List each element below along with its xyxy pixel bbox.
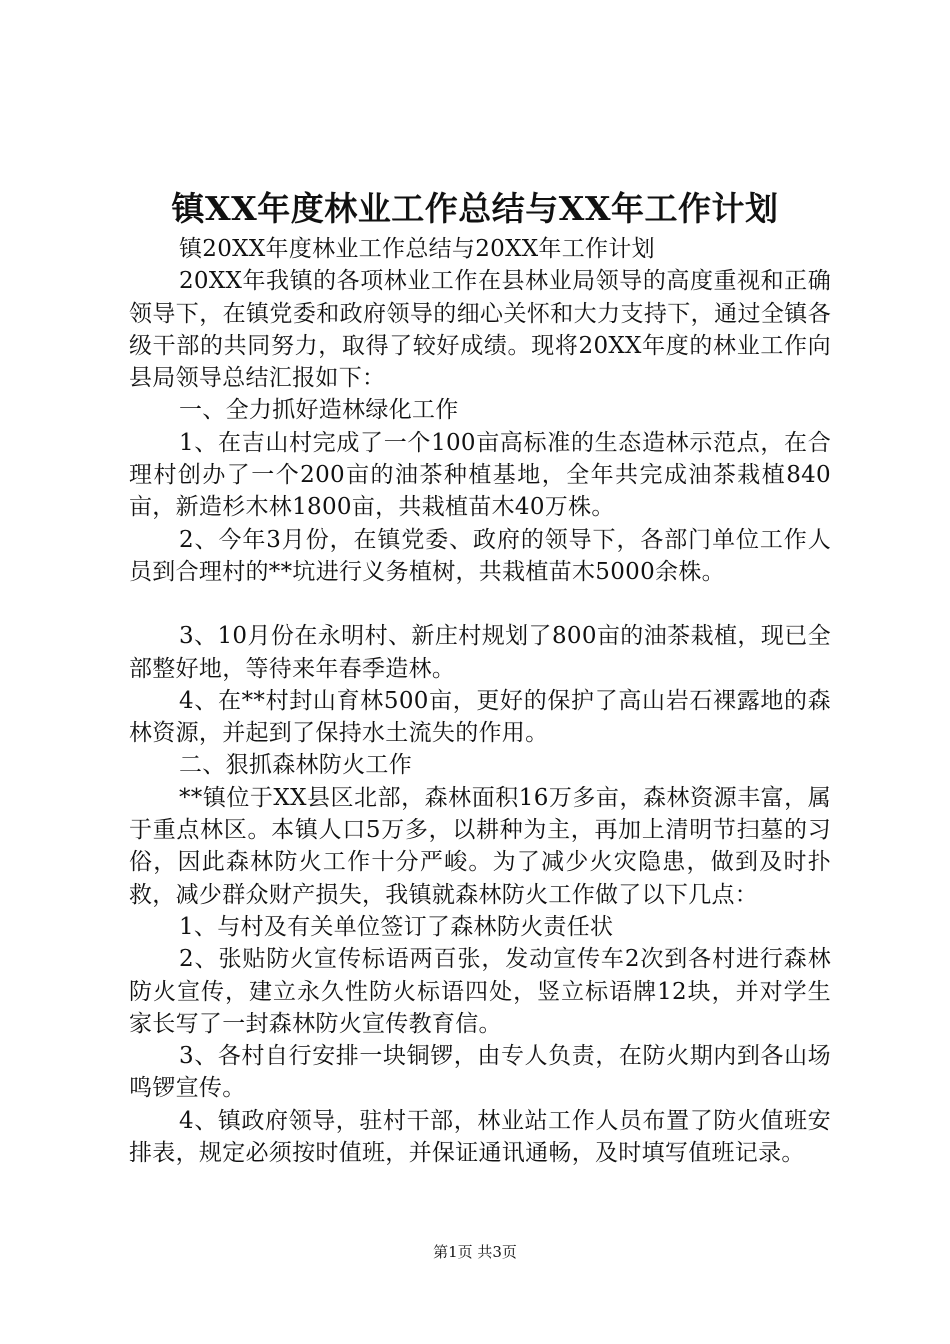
afforestation-item-4: 4、在**村封山育林500亩，更好的保护了高山岩石裸露地的森林资源，并起到了保持水土流失的作用。 <box>129 687 831 747</box>
intro-paragraph: 20XX年我镇的各项林业工作在县林业局领导的高度重视和正确领导下，在镇党委和政府领导的细心关怀和大力支持下，通过全镇各级干部的共同努力，取得了较好成绩。现将20XX年度的林业工作向县局领导总结汇报如下： <box>129 268 831 392</box>
fire-prevention-item-3: 3、各村自行安排一块铜锣，由专人负责，在防火期内到各山场鸣锣宣传。 <box>129 1043 831 1102</box>
section-heading-fire-prevention: 二、狠抓森林防火工作 <box>179 752 412 779</box>
page-footer: 第1页 共3页 <box>433 1243 517 1261</box>
blank-line <box>129 588 831 620</box>
afforestation-item-2: 2、今年3月份，在镇党委、政府的领导下，各部门单位工作人员到合理村的**坑进行义务植树，共栽植苗木5000余株。 <box>129 526 831 585</box>
fire-prevention-item-2: 2、张贴防火宣传标语两百张，发动宣传车2次到各村进行森林防火宣传，建立永久性防火标语四处，竖立标语牌12块，并对学生家长写了一封森林防火宣传教育信。 <box>129 946 831 1037</box>
document-body <box>129 233 831 1169</box>
document-title: 镇XX年度林业工作总结与XX年工作计划 <box>171 189 779 228</box>
subtitle-paragraph: 镇20XX年度林业工作总结与20XX年工作计划 <box>179 236 655 262</box>
fire-prevention-item-4: 4、镇政府领导，驻村干部，林业站工作人员布置了防火值班安排表，规定必须按时值班，并保证通讯通畅，及时填写值班记录。 <box>129 1107 831 1167</box>
fire-prevention-overview: **镇位于XX县区北部，森林面积16万多亩，森林资源丰富，属于重点林区。本镇人口5万多，以耕种为主，再加上清明节扫墓的习俗，因此森林防火工作十分严峻。为了减少火灾隐患，做到及时扑救，减少群众财产损失，我镇就森林防火工作做了以下几点： <box>129 784 831 908</box>
fire-prevention-item-1: 1、与村及有关单位签订了森林防火责任状 <box>179 913 614 940</box>
afforestation-item-1: 1、在吉山村完成了一个100亩高标准的生态造林示范点，在合理村创办了一个200亩的油茶种植基地，全年共完成油茶栽植840亩，新造杉木林1800亩，共栽植苗木40万株。 <box>129 429 831 521</box>
afforestation-item-3: 3、10月份在永明村、新庄村规划了800亩的油茶栽植，现已全部整好地，等待来年春季造林。 <box>129 623 831 682</box>
section-heading-afforestation: 一、全力抓好造林绿化工作 <box>179 397 459 424</box>
